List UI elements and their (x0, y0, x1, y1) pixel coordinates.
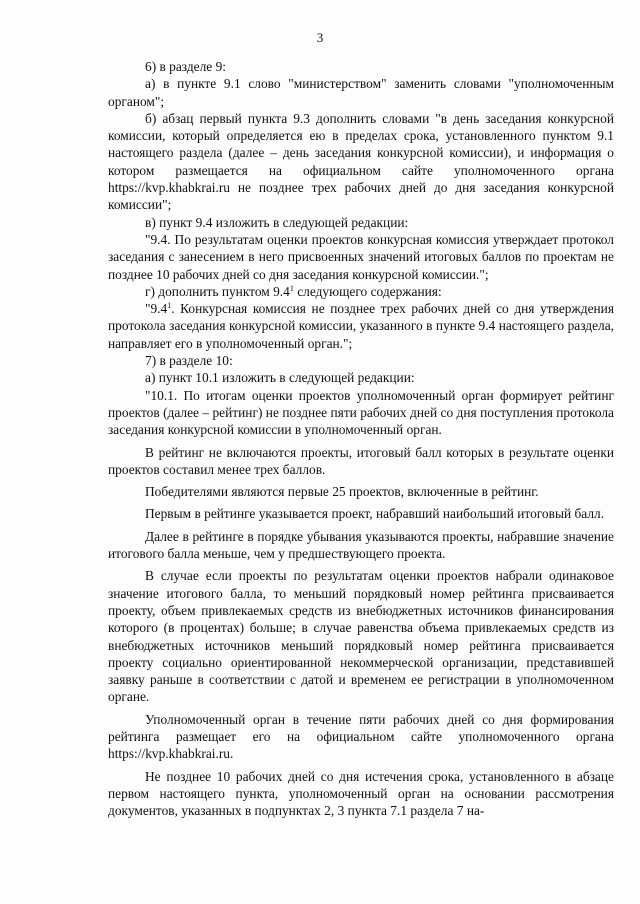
paragraph-text-part: г) дополнить пунктом 9.4 (145, 283, 290, 299)
paragraph-item-9-4-1-text (108, 300, 614, 352)
page-number: 3 (316, 30, 324, 45)
paragraph-descending-order: Далее в рейтинге в порядке убывания указываются проекты, набравшие значение итогового балла меньше, чем у предшествующего проекта. (108, 528, 614, 562)
paragraph-rating-exclusion: В рейтинг не включаются проекты, итоговый балл которых в результате оценки проектов составил менее трех баллов. (108, 444, 614, 477)
paragraph-text-part: следующего содержания: (293, 283, 442, 299)
paragraph-text-part: . Конкурсная комиссия не позднее трех рабочих дней со дня утверждения протокола заседания конкурсной комиссии, указанного в пункте 9.4 настоящего раздела, направляет его в уполномоченный орган."; (108, 301, 614, 351)
paragraph-first-in-rating: Первым в рейтинге указывается проект, набравший наибольший итоговый балл. (145, 506, 605, 522)
paragraph-equal-scores: В случае если проекты по результатам оценки проектов набрали одинаковое значение итогового балла, то меньший порядковый номер рейтинга присваивается проекту, объем привлекаемых средств из внебюджетных источников финансирования которого (в процентах) больше; в случае равенства объема привлекаемых средств из внебюджетных источников меньший порядковый номер рейтинга присваивается проекту социально ориентированной некоммерческой организации, представившей заявку раньше в соответствии с датой и временем ее регистрации в уполномоченном органе. (108, 568, 614, 705)
paragraph-item-10-1-intro: а) пункт 10.1 изложить в следующей редакции: (145, 370, 415, 386)
paragraph-deadline: Не позднее 10 рабочих дней со дня истечения срока, установленного в абзаце первом настоящего пункта, уполномоченный орган на основании рассмотрения документов, указанных в подпунктах 2, 3 пункта 7.1 раздела 7 на- (108, 768, 614, 819)
paragraph-rating-publication: Уполномоченный орган в течение пяти рабочих дней со дня формирования рейтинга размещает его на официальном сайте уполномоченного органа https://kvp.khabkrai.ru. (108, 711, 614, 762)
paragraph-item-9-3: б) абзац первый пункта 9.3 дополнить словами "в день заседания конкурсной комиссии, который определяется ею в пределах срока, установленного пунктом 9.1 настоящего раздела (далее – день заседания конкурсной комиссии), и информация о котором размещается на официальном сайте уполномоченного органа https://kvp.khabkrai.ru не позднее трех рабочих дней до дня заседания конкурсной комиссии"; (108, 110, 614, 213)
paragraph-section-10-heading: 7) в разделе 10: (145, 353, 233, 369)
paragraph-section-9-heading: 6) в разделе 9: (145, 59, 227, 74)
paragraph-item-9-4-1-intro (108, 283, 614, 300)
paragraph-text-part: "9.4 (145, 301, 168, 317)
paragraph-item-9-4-intro: в) пункт 9.4 изложить в следующей редакции: (145, 214, 409, 230)
document-body (108, 58, 614, 819)
paragraph-item-10-1-text: "10.1. По итогам оценки проектов уполномоченный орган формирует рейтинг проектов (далее – рейтинг) не позднее пяти рабочих дней со дня поступления протокола заседания конкурсной комиссии в уполномоченный орган. (108, 387, 614, 438)
paragraph-winners: Победителями являются первые 25 проектов, включенные в рейтинг. (145, 484, 539, 500)
paragraph-item-9-4-text: "9.4. По результатам оценки проектов конкурсная комиссия утверждает протокол заседания с занесением в него присвоенных значений итоговых баллов по проектам не позднее 10 рабочих дней со дня заседания конкурсной комиссии."; (108, 231, 614, 282)
paragraph-item-9-1: а) в пункте 9.1 слово "министерством" заменить словами "уполномоченным органом"; (108, 76, 614, 109)
superscript-index: 1 (167, 301, 172, 311)
superscript-index: 1 (289, 283, 294, 293)
